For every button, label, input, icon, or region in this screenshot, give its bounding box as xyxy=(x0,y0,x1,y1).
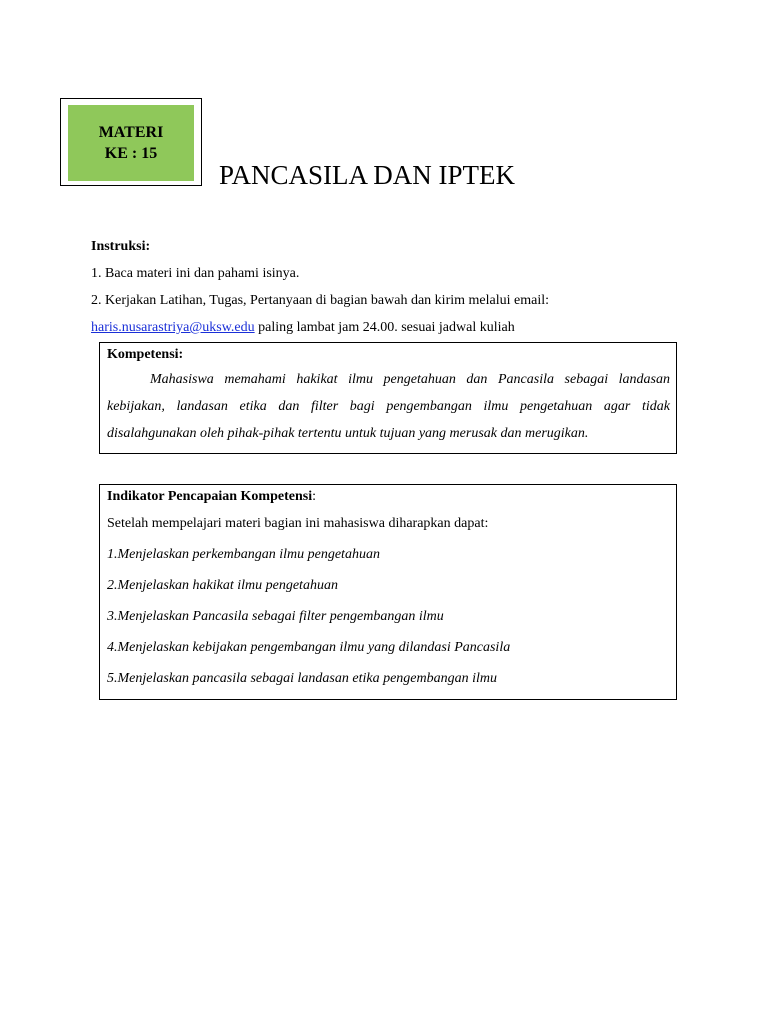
badge-line-number: KE : 15 xyxy=(104,145,158,162)
instruction-item-2: 2. Kerjakan Latihan, Tugas, Pertanyaan di bagian bawah dan kirim melalui email: xyxy=(91,293,549,308)
indikator-intro: Setelah mempelajari materi bagian ini mahasiswa diharapkan dapat: xyxy=(107,516,489,531)
indikator-heading-text: Indikator Pencapaian Kompetensi xyxy=(107,489,313,504)
kompetensi-box xyxy=(99,342,677,454)
email-link[interactable]: haris.nusarastriya@uksw.edu xyxy=(91,320,255,335)
instruction-item-1: 1. Baca materi ini dan pahami isinya. xyxy=(91,266,300,281)
instructions-heading: Instruksi: xyxy=(91,239,151,254)
indikator-item: 4.Menjelaskan kebijakan pengembangan ilmu yang dilandasi Pancasila xyxy=(107,640,511,655)
indikator-item: 5.Menjelaskan pancasila sebagai landasan etika pengembangan ilmu xyxy=(107,671,497,686)
page-title: PANCASILA DAN IPTEK xyxy=(219,160,516,190)
indikator-heading-colon: : xyxy=(312,489,316,504)
deadline-text: paling lambat jam 24.00. sesuai jadwal kuliah xyxy=(254,320,515,335)
kompetensi-heading: Kompetensi: xyxy=(107,347,184,362)
indikator-box xyxy=(99,484,677,700)
instruction-email-line xyxy=(91,314,691,341)
indikator-item: 2.Menjelaskan hakikat ilmu pengetahuan xyxy=(107,578,338,593)
instructions-section xyxy=(91,233,691,341)
indikator-item: 3.Menjelaskan Pancasila sebagai filter pengembangan ilmu xyxy=(107,609,444,624)
materi-badge-fill xyxy=(68,105,194,181)
indikator-heading xyxy=(107,485,670,508)
badge-line-materi: MATERI xyxy=(98,124,164,141)
materi-badge xyxy=(60,98,202,186)
indikator-item: 1.Menjelaskan perkembangan ilmu pengetahuan xyxy=(107,547,380,562)
kompetensi-body: Mahasiswa memahami hakikat ilmu pengetahuan dan Pancasila sebagai landasan kebijakan, landasan etika dan filter bagi pengembangan ilmu pengetahuan agar tidak disalahgunakan oleh pihak-pihak tertentu untuk tujuan yang merusak dan merugikan. xyxy=(107,372,670,441)
